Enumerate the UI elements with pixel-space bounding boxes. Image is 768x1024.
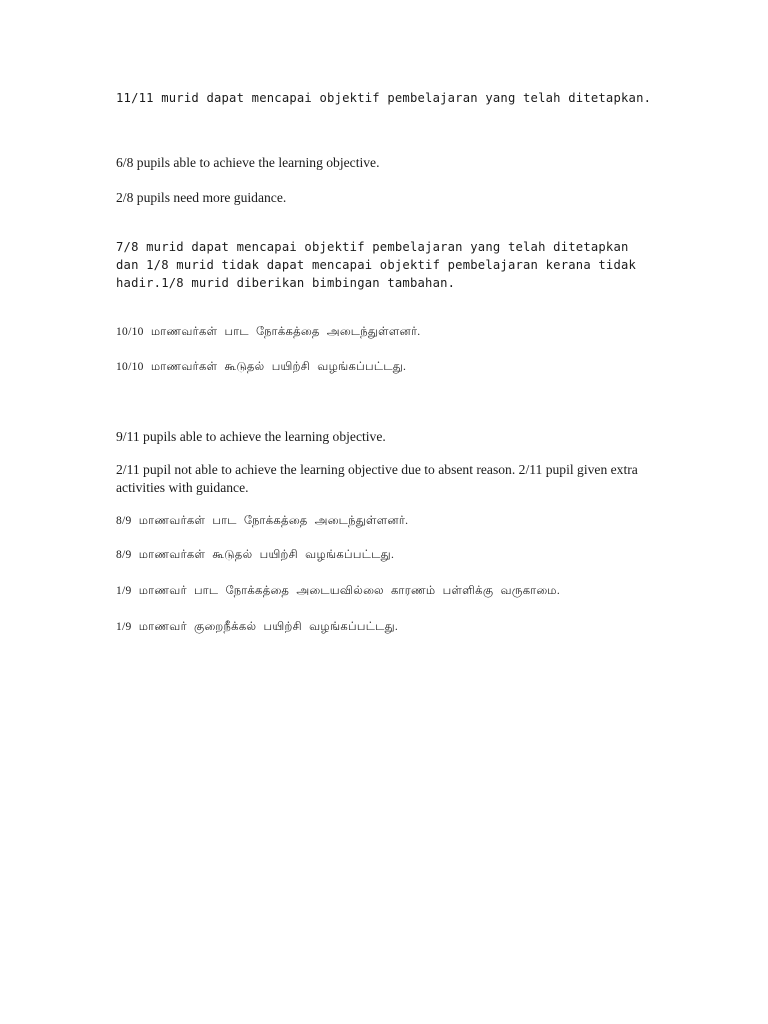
paragraph-english-achieved-6-8: 6/8 pupils able to achieve the learning objective.	[116, 155, 380, 170]
paragraph-english-guidance-2-8: 2/8 pupils need more guidance.	[116, 190, 287, 205]
paragraph-malay-result-11-11: 11/11 murid dapat mencapai objektif pembelajaran yang telah ditetapkan.	[116, 91, 652, 105]
paragraph-english-absent-2-11: 2/11 pupil not able to achieve the learning objective due to absent reason. 2/11 pupil given extra activities with guidance.	[116, 462, 642, 495]
paragraph-malay-result-7-8: 7/8 murid dapat mencapai objektif pembelajaran yang telah ditetapkan dan 1/8 murid tidak dapat mencapai objektif pembelajaran kerana tidak hadir.1/8 murid diberikan bimbingan tambahan.	[116, 240, 644, 290]
paragraph-tamil-achieved-10-10: 10/10 மாணவர்கள் பாட நோக்கத்தை அடைந்துள்ளனர்.	[116, 326, 421, 338]
paragraph-tamil-extra-practice-10-10: 10/10 மாணவர்கள் கூடுதல் பயிற்சி வழங்கப்பட்டது.	[116, 361, 407, 373]
paragraph-tamil-not-achieved-1-9: 1/9 மாணவர் பாட நோக்கத்தை அடையவில்லை காரணம் பள்ளிக்கு வருகாமை.	[116, 585, 560, 597]
paragraph-tamil-achieved-8-9: 8/9 மாணவர்கள் பாட நோக்கத்தை அடைந்துள்ளனர்.	[116, 515, 409, 527]
paragraph-tamil-remedial-1-9: 1/9 மாணவர் குறைநீக்கல் பயிற்சி வழங்கப்பட்டது.	[116, 621, 399, 633]
paragraph-tamil-extra-practice-8-9: 8/9 மாணவர்கள் கூடுதல் பயிற்சி வழங்கப்பட்டது.	[116, 549, 395, 561]
paragraph-english-achieved-9-11: 9/11 pupils able to achieve the learning objective.	[116, 429, 386, 444]
